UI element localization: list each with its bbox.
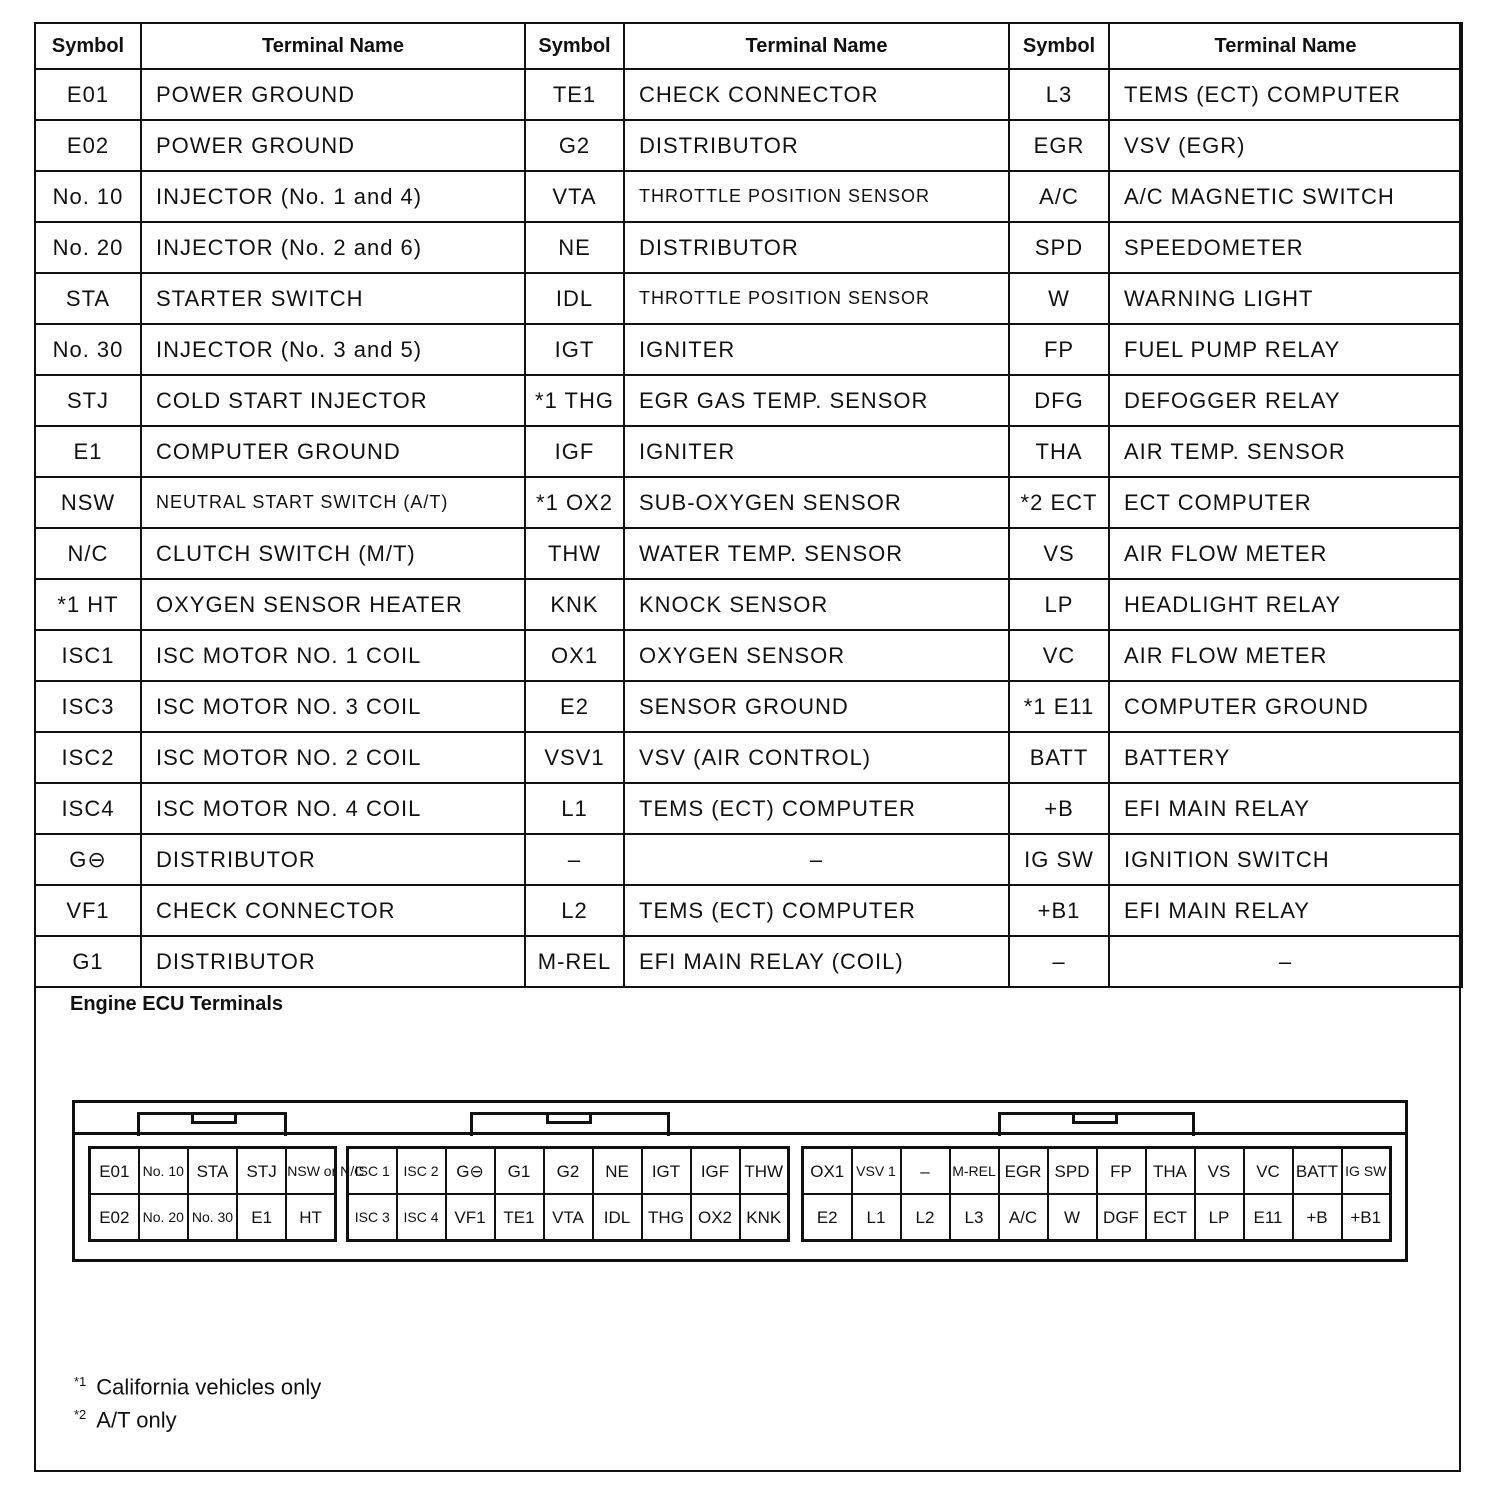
- table-row: [35, 885, 1462, 936]
- terminal-name: DISTRIBUTOR: [624, 120, 1009, 171]
- footnote: [74, 1401, 321, 1434]
- terminal-name: SUB-OXYGEN SENSOR: [624, 477, 1009, 528]
- terminal-symbol: VSV1: [525, 732, 624, 783]
- connector-pin: DGF: [1097, 1194, 1146, 1241]
- terminal-symbol: –: [1009, 936, 1109, 987]
- terminal-symbol: ISC3: [35, 681, 141, 732]
- terminal-symbol: N/C: [35, 528, 141, 579]
- terminal-symbol: THW: [525, 528, 624, 579]
- connector-pin: ISC 3: [348, 1194, 397, 1241]
- footnotes: [74, 1368, 321, 1435]
- terminal-symbol: E2: [525, 681, 624, 732]
- connector-pin: ISC 1: [348, 1148, 397, 1195]
- terminal-symbol: L3: [1009, 69, 1109, 120]
- connector-pin: NE: [593, 1148, 642, 1195]
- table-row: [35, 681, 1462, 732]
- footnote-text: A/T only: [96, 1407, 177, 1433]
- connector-key: [546, 1112, 592, 1124]
- terminal-name: OXYGEN SENSOR: [624, 630, 1009, 681]
- terminal-symbol: ISC2: [35, 732, 141, 783]
- terminal-name: IGNITER: [624, 324, 1009, 375]
- terminal-name: POWER GROUND: [141, 120, 525, 171]
- connector-key: [1072, 1112, 1118, 1124]
- connector-pin: E02: [90, 1194, 139, 1241]
- table-row: [35, 324, 1462, 375]
- terminal-name: COMPUTER GROUND: [1109, 681, 1462, 732]
- terminal-name: COLD START INJECTOR: [141, 375, 525, 426]
- terminal-symbol: VF1: [35, 885, 141, 936]
- connector-pin: KNK: [740, 1194, 789, 1241]
- terminal-name: BATTERY: [1109, 732, 1462, 783]
- table-row: [35, 69, 1462, 120]
- connector-pin: E01: [90, 1148, 139, 1195]
- terminal-name: VSV (EGR): [1109, 120, 1462, 171]
- terminal-name: POWER GROUND: [141, 69, 525, 120]
- terminal-symbol: IGF: [525, 426, 624, 477]
- footnote-mark: *2: [74, 1407, 87, 1423]
- terminal-symbol: +B: [1009, 783, 1109, 834]
- terminal-name: TEMS (ECT) COMPUTER: [624, 783, 1009, 834]
- connector-pin: G1: [495, 1148, 544, 1195]
- terminal-name: NEUTRAL START SWITCH (A/T): [141, 477, 525, 528]
- terminal-symbol: FP: [1009, 324, 1109, 375]
- connector-key: [191, 1112, 237, 1124]
- terminal-symbol: VS: [1009, 528, 1109, 579]
- terminal-symbol: No. 10: [35, 171, 141, 222]
- table-row: [35, 426, 1462, 477]
- terminal-name: AIR FLOW METER: [1109, 630, 1462, 681]
- terminal-symbol: IGT: [525, 324, 624, 375]
- terminal-name: KNOCK SENSOR: [624, 579, 1009, 630]
- terminal-name: AIR TEMP. SENSOR: [1109, 426, 1462, 477]
- table-header-row: [35, 23, 1462, 69]
- terminal-name: ECT COMPUTER: [1109, 477, 1462, 528]
- terminal-name: INJECTOR (No. 3 and 5): [141, 324, 525, 375]
- terminal-name: VSV (AIR CONTROL): [624, 732, 1009, 783]
- terminal-symbol: THA: [1009, 426, 1109, 477]
- terminal-name: INJECTOR (No. 2 and 6): [141, 222, 525, 273]
- terminal-symbol: *1 E11: [1009, 681, 1109, 732]
- connector-pin: VTA: [544, 1194, 593, 1241]
- connector-pin: FP: [1097, 1148, 1146, 1195]
- connector-pin: E1: [237, 1194, 286, 1241]
- connector-pin: BATT: [1293, 1148, 1342, 1195]
- terminal-symbol: NE: [525, 222, 624, 273]
- table-row: [35, 222, 1462, 273]
- terminal-symbol: No. 20: [35, 222, 141, 273]
- terminal-symbol: BATT: [1009, 732, 1109, 783]
- connector-pin: ECT: [1146, 1194, 1195, 1241]
- table-row: [35, 171, 1462, 222]
- terminal-name-header: Terminal Name: [141, 23, 525, 69]
- connector-pin: G2: [544, 1148, 593, 1195]
- terminal-symbol: *2 ECT: [1009, 477, 1109, 528]
- terminal-name: DISTRIBUTOR: [141, 936, 525, 987]
- terminal-name: DISTRIBUTOR: [624, 222, 1009, 273]
- terminal-symbol: VTA: [525, 171, 624, 222]
- terminal-name: CLUTCH SWITCH (M/T): [141, 528, 525, 579]
- terminal-symbol: VC: [1009, 630, 1109, 681]
- connector-pin: IDL: [593, 1194, 642, 1241]
- terminal-symbol: DFG: [1009, 375, 1109, 426]
- terminal-name: AIR FLOW METER: [1109, 528, 1462, 579]
- connector-pin: STJ: [237, 1148, 286, 1195]
- terminal-symbol: W: [1009, 273, 1109, 324]
- terminal-name: EFI MAIN RELAY: [1109, 885, 1462, 936]
- terminal-symbol: ISC1: [35, 630, 141, 681]
- terminal-name: COMPUTER GROUND: [141, 426, 525, 477]
- terminal-name: A/C MAGNETIC SWITCH: [1109, 171, 1462, 222]
- connector-pin: THG: [642, 1194, 691, 1241]
- table-row: [35, 273, 1462, 324]
- connector-pin: IGT: [642, 1148, 691, 1195]
- connector-pin-row: [90, 1194, 336, 1241]
- terminal-name: EGR GAS TEMP. SENSOR: [624, 375, 1009, 426]
- terminal-name: INJECTOR (No. 1 and 4): [141, 171, 525, 222]
- table-row: [35, 834, 1462, 885]
- connector-pin: No. 10: [139, 1148, 188, 1195]
- connector-pin: VF1: [446, 1194, 495, 1241]
- terminal-name-header: Terminal Name: [1109, 23, 1462, 69]
- terminal-symbol: LP: [1009, 579, 1109, 630]
- terminal-symbol: STA: [35, 273, 141, 324]
- connector-pin: VC: [1244, 1148, 1293, 1195]
- terminal-symbol: E01: [35, 69, 141, 120]
- terminal-symbol: *1 HT: [35, 579, 141, 630]
- connector-pin: VS: [1195, 1148, 1244, 1195]
- connector-pin: NSW or N/C: [286, 1148, 335, 1195]
- symbol-header: Symbol: [525, 23, 624, 69]
- connector-pin-row: [803, 1194, 1391, 1241]
- terminal-symbol: E1: [35, 426, 141, 477]
- terminal-symbol: OX1: [525, 630, 624, 681]
- terminal-name: OXYGEN SENSOR HEATER: [141, 579, 525, 630]
- terminal-name: WARNING LIGHT: [1109, 273, 1462, 324]
- connector-pin: IG SW: [1342, 1148, 1391, 1195]
- symbol-header: Symbol: [1009, 23, 1109, 69]
- connector-pin: No. 30: [188, 1194, 237, 1241]
- connector-pin: STA: [188, 1148, 237, 1195]
- connector-pin-group-2: [346, 1146, 790, 1242]
- connector-pin: No. 20: [139, 1194, 188, 1241]
- terminal-symbol: TE1: [525, 69, 624, 120]
- terminal-symbol: ISC4: [35, 783, 141, 834]
- connector-pin: M-REL: [950, 1148, 999, 1195]
- connector-pin: EGR: [999, 1148, 1048, 1195]
- connector-pin-row: [803, 1148, 1391, 1195]
- terminal-name: ISC MOTOR NO. 3 COIL: [141, 681, 525, 732]
- connector-pin: L3: [950, 1194, 999, 1241]
- terminal-name: ISC MOTOR NO. 4 COIL: [141, 783, 525, 834]
- terminal-name: THROTTLE POSITION SENSOR: [624, 171, 1009, 222]
- connector-pin: E11: [1244, 1194, 1293, 1241]
- connector-pin-row: [348, 1148, 789, 1195]
- connector-pin: ISC 4: [397, 1194, 446, 1241]
- table-row: [35, 630, 1462, 681]
- terminal-symbol: +B1: [1009, 885, 1109, 936]
- connector-pin: ISC 2: [397, 1148, 446, 1195]
- terminal-name: IGNITER: [624, 426, 1009, 477]
- terminal-symbol: M-REL: [525, 936, 624, 987]
- connector-pin: THA: [1146, 1148, 1195, 1195]
- terminal-name: –: [1109, 936, 1462, 987]
- terminal-name: IGNITION SWITCH: [1109, 834, 1462, 885]
- terminal-name: STARTER SWITCH: [141, 273, 525, 324]
- connector-pin: L1: [852, 1194, 901, 1241]
- terminal-name: CHECK CONNECTOR: [624, 69, 1009, 120]
- connector-pin: E2: [803, 1194, 852, 1241]
- terminal-name: ISC MOTOR NO. 2 COIL: [141, 732, 525, 783]
- connector-pin-group-3: [801, 1146, 1392, 1242]
- terminal-name: FUEL PUMP RELAY: [1109, 324, 1462, 375]
- connector-pin: +B: [1293, 1194, 1342, 1241]
- terminal-symbol: A/C: [1009, 171, 1109, 222]
- terminal-symbol: SPD: [1009, 222, 1109, 273]
- connector-pin: VSV 1: [852, 1148, 901, 1195]
- terminal-symbol: IDL: [525, 273, 624, 324]
- connector-pin: SPD: [1048, 1148, 1097, 1195]
- table-row: [35, 732, 1462, 783]
- terminal-symbol: EGR: [1009, 120, 1109, 171]
- terminal-name: TEMS (ECT) COMPUTER: [624, 885, 1009, 936]
- connector-pin: L2: [901, 1194, 950, 1241]
- terminal-symbol: KNK: [525, 579, 624, 630]
- table-row: [35, 579, 1462, 630]
- terminal-symbol: G2: [525, 120, 624, 171]
- terminal-name: EFI MAIN RELAY (COIL): [624, 936, 1009, 987]
- footnote-text: California vehicles only: [96, 1374, 322, 1400]
- terminal-name: CHECK CONNECTOR: [141, 885, 525, 936]
- terminal-name: TEMS (ECT) COMPUTER: [1109, 69, 1462, 120]
- connector-pin: LP: [1195, 1194, 1244, 1241]
- terminal-name: DISTRIBUTOR: [141, 834, 525, 885]
- terminal-name: –: [624, 834, 1009, 885]
- terminal-symbol: L1: [525, 783, 624, 834]
- connector-pin: IGF: [691, 1148, 740, 1195]
- terminal-symbol: G⊖: [35, 834, 141, 885]
- terminal-symbol: IG SW: [1009, 834, 1109, 885]
- footnote: [74, 1368, 321, 1401]
- terminal-name-header: Terminal Name: [624, 23, 1009, 69]
- connector-pin: HT: [286, 1194, 335, 1241]
- terminal-symbol: STJ: [35, 375, 141, 426]
- terminal-name: WATER TEMP. SENSOR: [624, 528, 1009, 579]
- terminal-symbol: *1 THG: [525, 375, 624, 426]
- connector-pin: +B1: [1342, 1194, 1391, 1241]
- terminal-name: SENSOR GROUND: [624, 681, 1009, 732]
- terminal-name: THROTTLE POSITION SENSOR: [624, 273, 1009, 324]
- table-row: [35, 375, 1462, 426]
- terminal-name: ISC MOTOR NO. 1 COIL: [141, 630, 525, 681]
- table-row: [35, 120, 1462, 171]
- diagram-caption: Engine ECU Terminals: [70, 993, 284, 1015]
- connector-pin: TE1: [495, 1194, 544, 1241]
- terminal-name: HEADLIGHT RELAY: [1109, 579, 1462, 630]
- connector-pin: OX1: [803, 1148, 852, 1195]
- table-row: [35, 477, 1462, 528]
- footnote-mark: *1: [74, 1374, 87, 1389]
- connector-pin: –: [901, 1148, 950, 1195]
- connector-pin: W: [1048, 1194, 1097, 1241]
- connector-pin-row: [348, 1194, 789, 1241]
- terminal-symbol: *1 OX2: [525, 477, 624, 528]
- terminal-name: EFI MAIN RELAY: [1109, 783, 1462, 834]
- terminal-symbol: NSW: [35, 477, 141, 528]
- connector-pin: THW: [740, 1148, 789, 1195]
- symbol-header: Symbol: [35, 23, 141, 69]
- terminal-symbol: No. 30: [35, 324, 141, 375]
- table-row: [35, 936, 1462, 987]
- table-row: [35, 783, 1462, 834]
- terminal-symbol: L2: [525, 885, 624, 936]
- terminal-name: SPEEDOMETER: [1109, 222, 1462, 273]
- terminal-symbol: –: [525, 834, 624, 885]
- connector-pin: G⊖: [446, 1148, 495, 1195]
- terminal-symbol: G1: [35, 936, 141, 987]
- connector-pin: OX2: [691, 1194, 740, 1241]
- connector-pin-group-1: [88, 1146, 365, 1242]
- connector-pin: A/C: [999, 1194, 1048, 1241]
- terminal-name: DEFOGGER RELAY: [1109, 375, 1462, 426]
- table-row: [35, 528, 1462, 579]
- connector-pin-row: [90, 1148, 336, 1195]
- terminal-table: [34, 22, 1463, 988]
- terminal-symbol: E02: [35, 120, 141, 171]
